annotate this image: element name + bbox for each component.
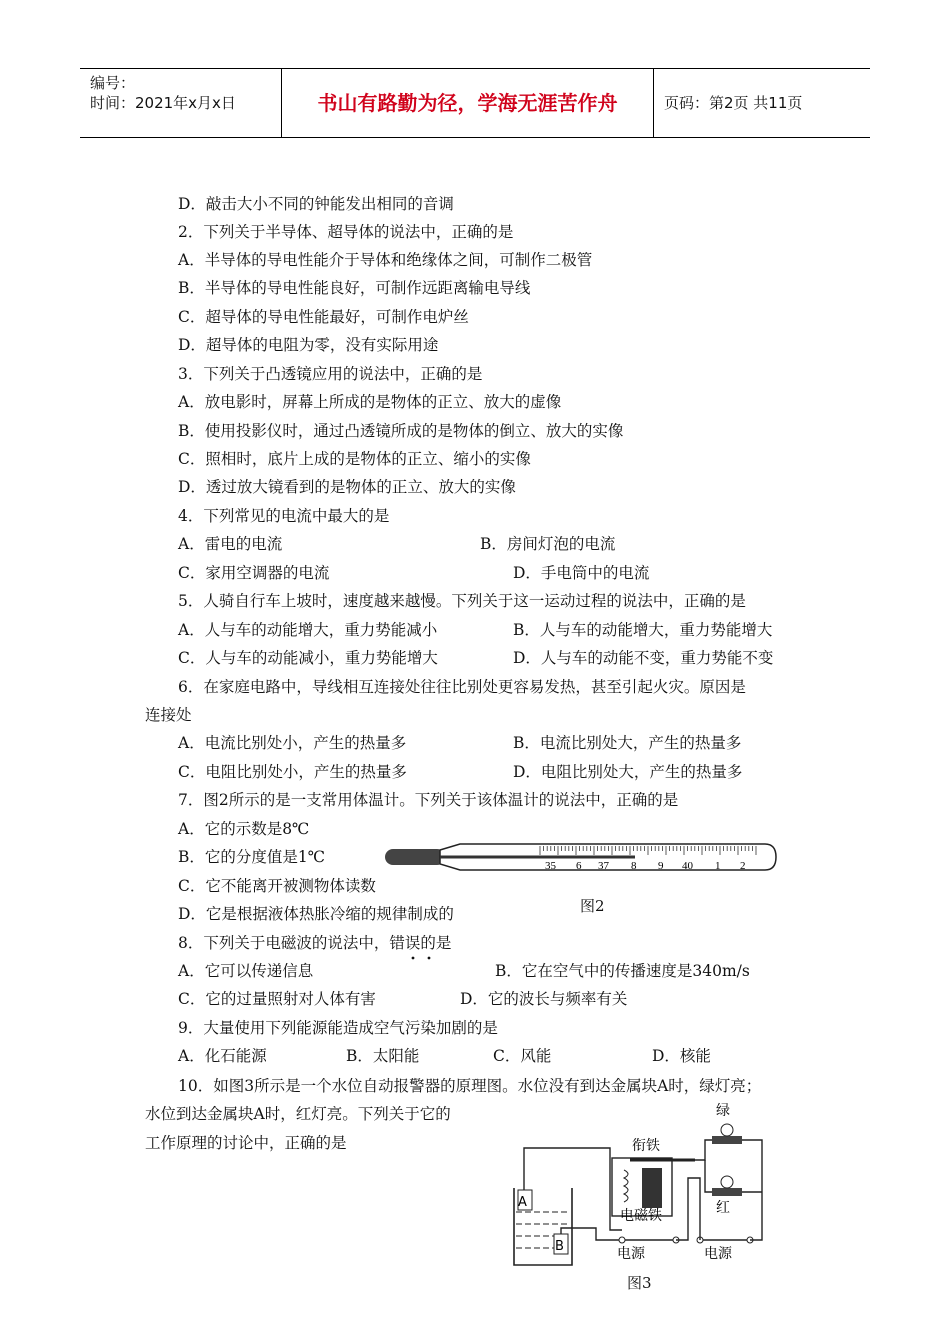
line-q4: 4．下列常见的电流中最大的是 bbox=[178, 507, 390, 525]
line-q9-d: D．核能 bbox=[652, 1047, 711, 1065]
line-q3-b: B．使用投影仪时，通过凸透镜所成的是物体的倒立、放大的实像 bbox=[178, 422, 624, 440]
line-q10-cont2: 工作原理的讨论中，正确的是 bbox=[145, 1134, 347, 1152]
power-terminal bbox=[619, 1237, 625, 1243]
wire bbox=[740, 1140, 762, 1240]
wire bbox=[705, 1160, 715, 1192]
emphasis-dots bbox=[406, 952, 446, 964]
line-q7-c: C．它不能离开被测物体读数 bbox=[178, 877, 376, 895]
tick-label: 6 bbox=[576, 860, 582, 872]
line-q4-c: C．家用空调器的电流 bbox=[178, 564, 330, 582]
line-q8: 8．下列关于电磁波的说法中，错误的是 bbox=[178, 934, 452, 952]
line-q9-b: B．太阳能 bbox=[346, 1047, 420, 1065]
tick-label: 37 bbox=[598, 860, 609, 872]
tick-label: 1 bbox=[715, 860, 721, 872]
page-header bbox=[80, 68, 870, 138]
line-q3: 3．下列关于凸透镜应用的说法中，正确的是 bbox=[178, 365, 483, 383]
line-q9: 9．大量使用下列能源能造成空气污染加剧的是 bbox=[178, 1019, 498, 1037]
tick-label: 8 bbox=[631, 860, 637, 872]
line-q2-a: A．半导体的导电性能介于导体和绝缘体之间，可制作二极管 bbox=[178, 251, 593, 269]
line-q5-a: A．人与车的动能增大，重力势能减小 bbox=[178, 621, 438, 639]
label-electromagnet: 电磁铁 bbox=[620, 1208, 662, 1224]
line-q4-d: D．手电筒中的电流 bbox=[513, 564, 650, 582]
label-b: B bbox=[555, 1239, 564, 1254]
thermometer-bulb bbox=[385, 849, 445, 865]
date-label: 时间：2021年x月x日 bbox=[90, 94, 236, 112]
line-q4-a: A．雷电的电流 bbox=[178, 535, 283, 553]
number-label: 编号： bbox=[90, 74, 136, 92]
line-q8-a: A．它可以传递信息 bbox=[178, 962, 314, 980]
line-q6: 6．在家庭电路中，导线相互连接处往往比别处更容易发热，甚至引起火灾。原因是 bbox=[178, 678, 746, 696]
header-left bbox=[80, 69, 282, 137]
wire bbox=[676, 1178, 700, 1240]
line-q5-c: C．人与车的动能减小，重力势能增大 bbox=[178, 649, 438, 667]
line-q2-d: D．超导体的电阻为零，没有实际用途 bbox=[178, 336, 439, 354]
tick-label: 9 bbox=[658, 860, 664, 872]
line-q2: 2．下列关于半导体、超导体的说法中，正确的是 bbox=[178, 223, 514, 241]
line-q10: 10．如图3所示是一个水位自动报警器的原理图。水位没有到达金属块A时，绿灯亮； bbox=[178, 1077, 762, 1095]
line-q3-c: C．照相时，底片上成的是物体的正立、缩小的实像 bbox=[178, 450, 531, 468]
label-power-1: 电源 bbox=[617, 1246, 645, 1262]
line-q7-a: A．它的示数是8℃ bbox=[178, 820, 310, 838]
line-q9-a: A．化石能源 bbox=[178, 1047, 267, 1065]
wire bbox=[524, 1148, 622, 1230]
green-lamp bbox=[721, 1124, 733, 1136]
line-q10-cont1: 水位到达金属块A时，红灯亮。下列关于它的 bbox=[145, 1105, 451, 1123]
label-a: A bbox=[518, 1195, 527, 1210]
label-red: 红 bbox=[716, 1200, 730, 1216]
line-q3-d: D．透过放大镜看到的是物体的正立、放大的实像 bbox=[178, 478, 516, 496]
tick-label: 2 bbox=[740, 860, 746, 872]
line-q8-d: D．它的波长与频率有关 bbox=[460, 990, 628, 1008]
line-q7: 7．图2所示的是一支常用体温计。下列关于该体温计的说法中，正确的是 bbox=[178, 791, 679, 809]
page-info: 页码：第2页 共11页 bbox=[664, 94, 803, 112]
line-q6-b: B．电流比别处大，产生的热量多 bbox=[513, 734, 742, 752]
line-q6-d: D．电阻比别处大，产生的热量多 bbox=[513, 763, 743, 781]
alarm-circuit-figure bbox=[500, 1100, 790, 1300]
line-q6-cont: 连接处 bbox=[145, 706, 192, 724]
line-q4-b: B．房间灯泡的电流 bbox=[480, 535, 616, 553]
line-q5-d: D．人与车的动能不变，重力势能不变 bbox=[513, 649, 774, 667]
line-q2-b: B．半导体的导电性能良好，可制作远距离输电导线 bbox=[178, 279, 531, 297]
line-q6-a: A．电流比别处小，产生的热量多 bbox=[178, 734, 407, 752]
line-q3-a: A．放电影时，屏幕上所成的是物体的正立、放大的虚像 bbox=[178, 393, 562, 411]
line-q5: 5．人骑自行车上坡时，速度越来越慢。下列关于这一运动过程的说法中，正确的是 bbox=[178, 592, 746, 610]
green-lamp-base bbox=[712, 1136, 742, 1144]
fig3-caption: 图3 bbox=[627, 1274, 652, 1292]
label-power-2: 电源 bbox=[704, 1246, 732, 1262]
tick-label: 40 bbox=[682, 860, 693, 872]
line-q6-c: C．电阻比别处小，产生的热量多 bbox=[178, 763, 407, 781]
line-q7-b: B．它的分度值是1℃ bbox=[178, 848, 326, 866]
line-q9-c: C．风能 bbox=[493, 1047, 552, 1065]
line-q8-c: C．它的过量照射对人体有害 bbox=[178, 990, 376, 1008]
fig2-caption: 图2 bbox=[580, 897, 605, 915]
line-q8-b: B．它在空气中的传播速度是340m/s bbox=[495, 962, 750, 980]
line-q5-b: B．人与车的动能增大，重力势能增大 bbox=[513, 621, 773, 639]
line-q2-c: C．超导体的导电性能最好，可制作电炉丝 bbox=[178, 308, 469, 326]
thermometer-figure bbox=[380, 836, 780, 880]
red-lamp-base bbox=[712, 1188, 742, 1196]
electromagnet-core bbox=[642, 1168, 662, 1208]
red-lamp bbox=[721, 1176, 733, 1188]
line-q1-d: D．敲击大小不同的钟能发出相同的音调 bbox=[178, 195, 454, 213]
label-armature: 衔铁 bbox=[632, 1138, 660, 1154]
line-q7-d: D．它是根据液体热胀冷缩的规律制成的 bbox=[178, 905, 454, 923]
electromagnet-coil bbox=[624, 1170, 628, 1202]
label-green: 绿 bbox=[716, 1103, 730, 1119]
motto: 书山有路勤为径，学海无涯苦作舟 bbox=[282, 69, 654, 137]
tick-label: 35 bbox=[545, 860, 556, 872]
